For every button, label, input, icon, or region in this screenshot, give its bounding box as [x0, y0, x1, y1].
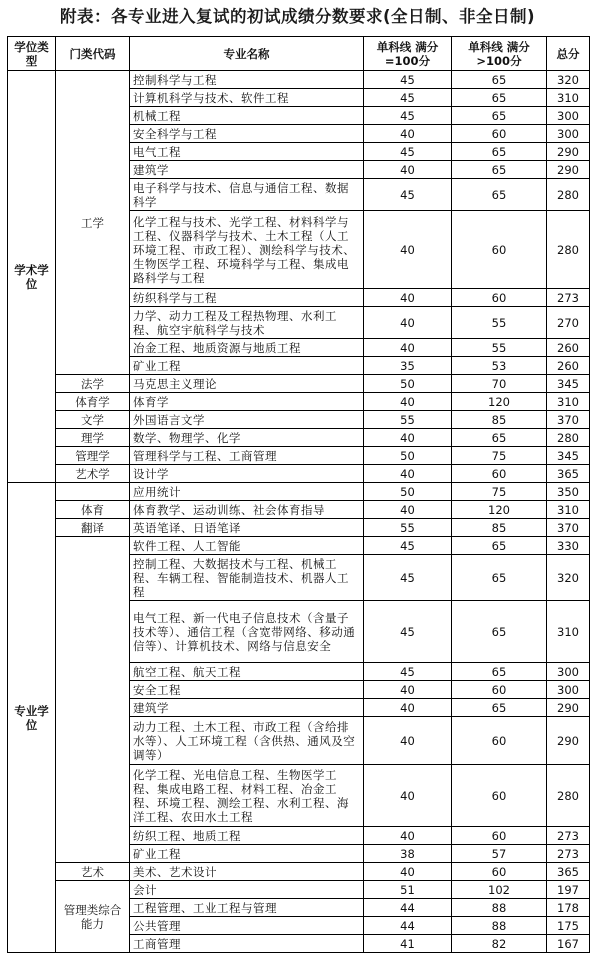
single-gt100-cell: 102	[452, 881, 547, 899]
total-score-cell: 273	[547, 845, 590, 863]
total-score-cell: 290	[547, 699, 590, 717]
total-score-cell: 260	[547, 339, 590, 357]
single-100-cell: 55	[364, 411, 452, 429]
category-cell: 体育学	[56, 393, 130, 411]
total-score-cell: 273	[547, 289, 590, 307]
major-cell: 纺织科学与工程	[130, 289, 364, 307]
total-score-cell: 280	[547, 429, 590, 447]
table-row	[8, 483, 590, 501]
table-row	[8, 881, 590, 899]
total-score-cell: 280	[547, 211, 590, 289]
category-cell: 法学	[56, 375, 130, 393]
table-row	[8, 863, 590, 881]
single-gt100-cell: 120	[452, 501, 547, 519]
single-100-cell: 45	[364, 71, 452, 89]
table-body	[8, 71, 590, 953]
single-100-cell: 40	[364, 465, 452, 483]
category-cell: 艺术学	[56, 465, 130, 483]
major-cell: 航空工程、航天工程	[130, 663, 364, 681]
total-score-cell: 365	[547, 465, 590, 483]
single-100-cell: 40	[364, 161, 452, 179]
total-score-cell: 300	[547, 681, 590, 699]
single-100-cell: 50	[364, 375, 452, 393]
header-category: 门类代码	[56, 37, 130, 71]
total-score-cell: 370	[547, 519, 590, 537]
major-cell: 控制科学与工程	[130, 71, 364, 89]
major-cell: 数学、物理学、化学	[130, 429, 364, 447]
single-gt100-cell: 65	[452, 537, 547, 555]
header-degree-type: 学位类型	[8, 37, 56, 71]
single-gt100-cell: 55	[452, 339, 547, 357]
single-gt100-cell: 88	[452, 917, 547, 935]
single-100-cell: 50	[364, 447, 452, 465]
single-gt100-cell: 65	[452, 555, 547, 601]
single-100-cell: 35	[364, 357, 452, 375]
single-100-cell: 45	[364, 663, 452, 681]
total-score-cell: 270	[547, 307, 590, 339]
major-cell: 公共管理	[130, 917, 364, 935]
degree-type-cell: 专业学位	[8, 483, 56, 953]
single-100-cell: 45	[364, 179, 452, 211]
header-major: 专业名称	[130, 37, 364, 71]
single-100-cell: 51	[364, 881, 452, 899]
major-cell: 安全科学与工程	[130, 125, 364, 143]
single-gt100-cell: 88	[452, 899, 547, 917]
single-100-cell: 40	[364, 307, 452, 339]
major-cell: 冶金工程、地质资源与地质工程	[130, 339, 364, 357]
single-100-cell: 41	[364, 935, 452, 953]
major-cell: 外国语言文学	[130, 411, 364, 429]
single-gt100-cell: 82	[452, 935, 547, 953]
single-gt100-cell: 65	[452, 179, 547, 211]
category-cell: 管理类综合能力	[56, 881, 130, 953]
major-cell: 机械工程	[130, 107, 364, 125]
total-score-cell: 370	[547, 411, 590, 429]
major-cell: 体育教学、运动训练、社会体育指导	[130, 501, 364, 519]
major-cell: 电气工程、新一代电子信息技术（含量子技术等）、通信工程（含宽带网络、移动通信等）、计算机技术、网络与信息安全	[130, 601, 364, 663]
total-score-cell: 320	[547, 71, 590, 89]
total-score-cell: 290	[547, 161, 590, 179]
total-score-cell: 345	[547, 375, 590, 393]
category-cell: 艺术	[56, 863, 130, 881]
table-row	[8, 429, 590, 447]
table-row	[8, 411, 590, 429]
major-cell: 化学工程与技术、光学工程、材料科学与工程、仪器科学与技术、土木工程（人工环境工程、市政工程）、测绘科学与技术、生物医学工程、环境科学与工程、集成电路科学与工程	[130, 211, 364, 289]
score-table	[7, 36, 590, 953]
major-cell: 会计	[130, 881, 364, 899]
total-score-cell: 280	[547, 179, 590, 211]
major-cell: 电气工程	[130, 143, 364, 161]
single-gt100-cell: 60	[452, 125, 547, 143]
single-gt100-cell: 53	[452, 357, 547, 375]
single-gt100-cell: 60	[452, 681, 547, 699]
single-gt100-cell: 55	[452, 307, 547, 339]
major-cell: 体育学	[130, 393, 364, 411]
table-row	[8, 501, 590, 519]
major-cell: 力学、动力工程及工程热物理、水利工程、航空宇航科学与技术	[130, 307, 364, 339]
page-title: 附表：各专业进入复试的初试成绩分数要求(全日制、非全日制)	[59, 7, 536, 26]
major-cell: 动力工程、土木工程、市政工程（含给排水等）、人工环境工程（含供热、通风及空调等）	[130, 717, 364, 765]
total-score-cell: 300	[547, 125, 590, 143]
total-score-cell: 175	[547, 917, 590, 935]
single-gt100-cell: 60	[452, 863, 547, 881]
single-gt100-cell: 60	[452, 289, 547, 307]
total-score-cell: 365	[547, 863, 590, 881]
single-gt100-cell: 65	[452, 663, 547, 681]
total-score-cell: 310	[547, 601, 590, 663]
single-100-cell: 40	[364, 765, 452, 827]
total-score-cell: 260	[547, 357, 590, 375]
single-gt100-cell: 120	[452, 393, 547, 411]
total-score-cell: 290	[547, 143, 590, 161]
table-row	[8, 393, 590, 411]
table-row	[8, 447, 590, 465]
single-gt100-cell: 65	[452, 71, 547, 89]
table-row	[8, 537, 590, 555]
category-cell: 管理学	[56, 447, 130, 465]
major-cell: 控制工程、大数据技术与工程、机械工程、车辆工程、智能制造技术、机器人工程	[130, 555, 364, 601]
single-gt100-cell: 60	[452, 465, 547, 483]
single-100-cell: 45	[364, 107, 452, 125]
single-100-cell: 40	[364, 429, 452, 447]
total-score-cell: 300	[547, 107, 590, 125]
single-100-cell: 45	[364, 89, 452, 107]
single-gt100-cell: 65	[452, 699, 547, 717]
single-gt100-cell: 85	[452, 519, 547, 537]
single-100-cell: 40	[364, 827, 452, 845]
single-100-cell: 40	[364, 289, 452, 307]
header-single-100: 单科线 满分=100分	[364, 37, 452, 71]
major-cell: 计算机科学与技术、软件工程	[130, 89, 364, 107]
single-gt100-cell: 65	[452, 143, 547, 161]
table-header-row	[8, 37, 590, 71]
single-gt100-cell: 65	[452, 107, 547, 125]
major-cell: 化学工程、光电信息工程、生物医学工程、集成电路工程、材料工程、冶金工程、环境工程、测绘工程、水利工程、海洋工程、农田水土工程	[130, 765, 364, 827]
single-100-cell: 45	[364, 555, 452, 601]
single-gt100-cell: 85	[452, 411, 547, 429]
single-100-cell: 45	[364, 143, 452, 161]
degree-type-cell: 学术学位	[8, 71, 56, 483]
single-gt100-cell: 75	[452, 483, 547, 501]
single-100-cell: 45	[364, 537, 452, 555]
total-score-cell: 310	[547, 393, 590, 411]
major-cell: 马克思主义理论	[130, 375, 364, 393]
total-score-cell: 273	[547, 827, 590, 845]
major-cell: 美术、艺术设计	[130, 863, 364, 881]
major-cell: 设计学	[130, 465, 364, 483]
single-100-cell: 40	[364, 339, 452, 357]
total-score-cell: 345	[547, 447, 590, 465]
single-gt100-cell: 65	[452, 601, 547, 663]
single-100-cell: 40	[364, 863, 452, 881]
single-100-cell: 40	[364, 717, 452, 765]
single-gt100-cell: 60	[452, 765, 547, 827]
table-row	[8, 519, 590, 537]
single-100-cell: 50	[364, 483, 452, 501]
major-cell: 管理科学与工程、工商管理	[130, 447, 364, 465]
category-cell	[56, 483, 130, 501]
single-100-cell: 40	[364, 393, 452, 411]
category-cell: 理学	[56, 429, 130, 447]
single-100-cell: 40	[364, 211, 452, 289]
single-100-cell: 40	[364, 125, 452, 143]
single-gt100-cell: 60	[452, 717, 547, 765]
total-score-cell: 330	[547, 537, 590, 555]
single-100-cell: 40	[364, 699, 452, 717]
total-score-cell: 310	[547, 501, 590, 519]
single-gt100-cell: 57	[452, 845, 547, 863]
single-gt100-cell: 65	[452, 429, 547, 447]
single-100-cell: 45	[364, 601, 452, 663]
category-cell	[56, 537, 130, 863]
total-score-cell: 167	[547, 935, 590, 953]
major-cell: 纺织工程、地质工程	[130, 827, 364, 845]
major-cell: 工程管理、工业工程与管理	[130, 899, 364, 917]
major-cell: 矿业工程	[130, 357, 364, 375]
single-gt100-cell: 60	[452, 211, 547, 289]
total-score-cell: 320	[547, 555, 590, 601]
single-100-cell: 55	[364, 519, 452, 537]
category-cell: 翻译	[56, 519, 130, 537]
total-score-cell: 310	[547, 89, 590, 107]
single-100-cell: 38	[364, 845, 452, 863]
single-gt100-cell: 60	[452, 827, 547, 845]
major-cell: 建筑学	[130, 161, 364, 179]
total-score-cell: 300	[547, 663, 590, 681]
major-cell: 电子科学与技术、信息与通信工程、数据科学	[130, 179, 364, 211]
single-gt100-cell: 75	[452, 447, 547, 465]
total-score-cell: 280	[547, 765, 590, 827]
single-100-cell: 44	[364, 899, 452, 917]
table-row	[8, 465, 590, 483]
table-row	[8, 71, 590, 89]
total-score-cell: 178	[547, 899, 590, 917]
single-100-cell: 40	[364, 681, 452, 699]
major-cell: 软件工程、人工智能	[130, 537, 364, 555]
total-score-cell: 350	[547, 483, 590, 501]
total-score-cell: 290	[547, 717, 590, 765]
major-cell: 应用统计	[130, 483, 364, 501]
total-score-cell: 197	[547, 881, 590, 899]
table-row	[8, 375, 590, 393]
single-gt100-cell: 65	[452, 161, 547, 179]
single-100-cell: 40	[364, 501, 452, 519]
single-100-cell: 44	[364, 917, 452, 935]
header-total: 总分	[547, 37, 590, 71]
category-cell: 文学	[56, 411, 130, 429]
header-single-gt100: 单科线 满分>100分	[452, 37, 547, 71]
major-cell: 英语笔译、日语笔译	[130, 519, 364, 537]
major-cell: 建筑学	[130, 699, 364, 717]
category-cell: 体育	[56, 501, 130, 519]
major-cell: 工商管理	[130, 935, 364, 953]
major-cell: 矿业工程	[130, 845, 364, 863]
single-gt100-cell: 65	[452, 89, 547, 107]
single-gt100-cell: 70	[452, 375, 547, 393]
category-cell: 工学	[56, 71, 130, 375]
major-cell: 安全工程	[130, 681, 364, 699]
